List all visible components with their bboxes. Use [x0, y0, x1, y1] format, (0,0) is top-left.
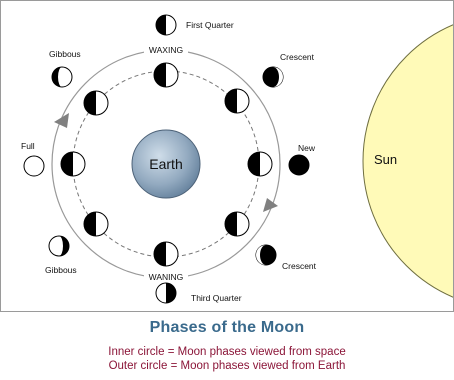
label-new: New [298, 143, 316, 153]
moon-phases-diagram [1, 1, 453, 311]
sun-label: Sun [374, 152, 398, 167]
moon-gibbous-top [52, 67, 72, 87]
orbit-arrow-left [54, 113, 69, 128]
moon-crescent-bottom [256, 245, 276, 265]
label-first-quarter: First Quarter [186, 20, 234, 30]
label-crescent-bottom: Crescent [282, 261, 317, 271]
inner-moon-top-left [84, 91, 108, 115]
inner-moon-bottom-right [225, 212, 249, 236]
inner-moon-left [61, 152, 85, 176]
label-gibbous-bottom: Gibbous [45, 265, 77, 275]
label-crescent-top: Crescent [280, 52, 315, 62]
inner-moon-bottom [154, 242, 178, 266]
waxing-label: WAXING [148, 45, 184, 55]
earth-label: Earth [149, 156, 183, 172]
moon-third-quarter [156, 283, 176, 303]
moon-crescent-top [263, 67, 283, 87]
moon-new [289, 155, 309, 175]
label-full: Full [21, 141, 35, 151]
moon-gibbous-bottom [49, 236, 69, 256]
inner-moon-top-right [225, 89, 249, 113]
caption-outer-circle: Outer circle = Moon phases viewed from Earth [108, 360, 346, 372]
inner-moon-bottom-left [84, 212, 108, 236]
waning-label: WANING [148, 272, 184, 282]
label-gibbous-top: Gibbous [49, 49, 81, 59]
inner-moon-right [248, 152, 272, 176]
moon-first-quarter [156, 15, 176, 35]
label-third-quarter: Third Quarter [191, 293, 242, 303]
inner-moon-top [154, 63, 178, 87]
moon-full [24, 156, 44, 176]
caption-inner-circle: Inner circle = Moon phases viewed from space [108, 346, 346, 358]
page-title: Phases of the Moon [149, 319, 305, 336]
